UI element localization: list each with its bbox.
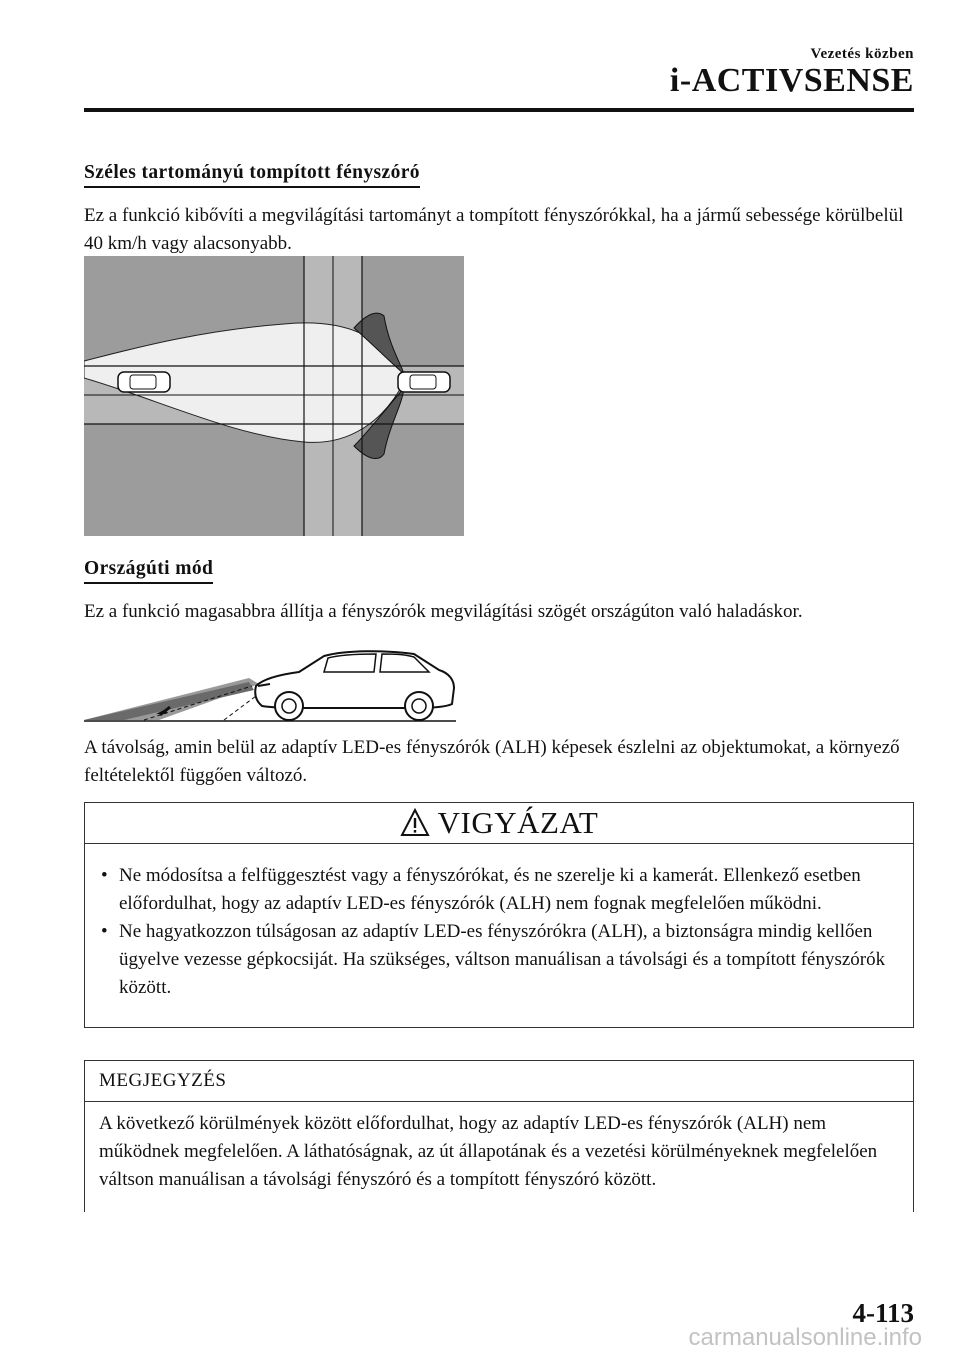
warning-triangle-icon [400,808,430,838]
bullet-dot: • [101,921,108,942]
wide-range-illumination-figure [84,256,464,536]
running-header-chapter: i-ACTIVSENSE [669,62,914,99]
running-header-section: Vezetés közben [810,46,914,62]
header-divider [84,108,914,112]
sedan-car-icon [255,651,454,720]
caution-item-text: Ne módosítsa a felfüggesztést vagy a fényszórókat, és ne szerelje ki a kamerát. Ellenkező esetben előfordulhat, hogy az adaptív LED-es fényszórók (ALH) nem fognak megfelelően működni. [119,865,861,914]
caution-header [85,803,913,844]
section-heading-highway: Országúti mód [84,558,213,584]
host-car-icon [398,372,450,392]
caution-item-text: Ne hagyatkozzon túlságosan az adaptív LED-es fényszórókra (ALH), a biztonságra mindig kellően ügyelve vezesse gépkocsiját. Ha szükséges, váltson manuálisan a távolsági és a tompított fényszórók között. [119,921,886,998]
note-box [84,1060,914,1212]
highway-mode-figure [84,646,464,728]
note-header [85,1061,913,1102]
page-number: 4-113 [852,1298,914,1328]
wide-range-description: Ez a funkció kibővíti a megvilágítási tartományt a tompított fényszórókkal, ha a jármű sebessége körülbelül 40 km/h vagy alacsonyabb. [84,205,904,254]
note-text: A következő körülmények között előfordulhat, hogy az adaptív LED-es fényszórók (ALH) nem működnek megfelelően. A láthatóságnak, az út állapotának és a vezetési körülményeknek megfelelően váltson manuálisan a távolsági fényszóró és a tompított fényszóró között. [99,1113,878,1190]
section-heading-wide-range: Széles tartományú tompított fényszóró [84,162,420,188]
note-title: MEGJEGYZÉS [99,1070,227,1091]
caution-list [85,844,913,1002]
caution-item [101,918,901,1002]
highway-description: Ez a funkció magasabbra állítja a fényszórók megvilágítási szögét országúton való haladáskor. [84,601,803,622]
oncoming-car-icon [118,372,170,392]
caution-box [84,802,914,1028]
watermark: carmanualsonline.info [688,1324,922,1351]
detection-distance-note: A távolság, amin belül az adaptív LED-es fényszórók (ALH) képesek észlelni az objektumokat, a környező feltételektől függően változó. [84,737,900,786]
caution-item [101,862,901,918]
caution-title: VIGYÁZAT [437,805,599,840]
bullet-dot: • [101,865,108,886]
